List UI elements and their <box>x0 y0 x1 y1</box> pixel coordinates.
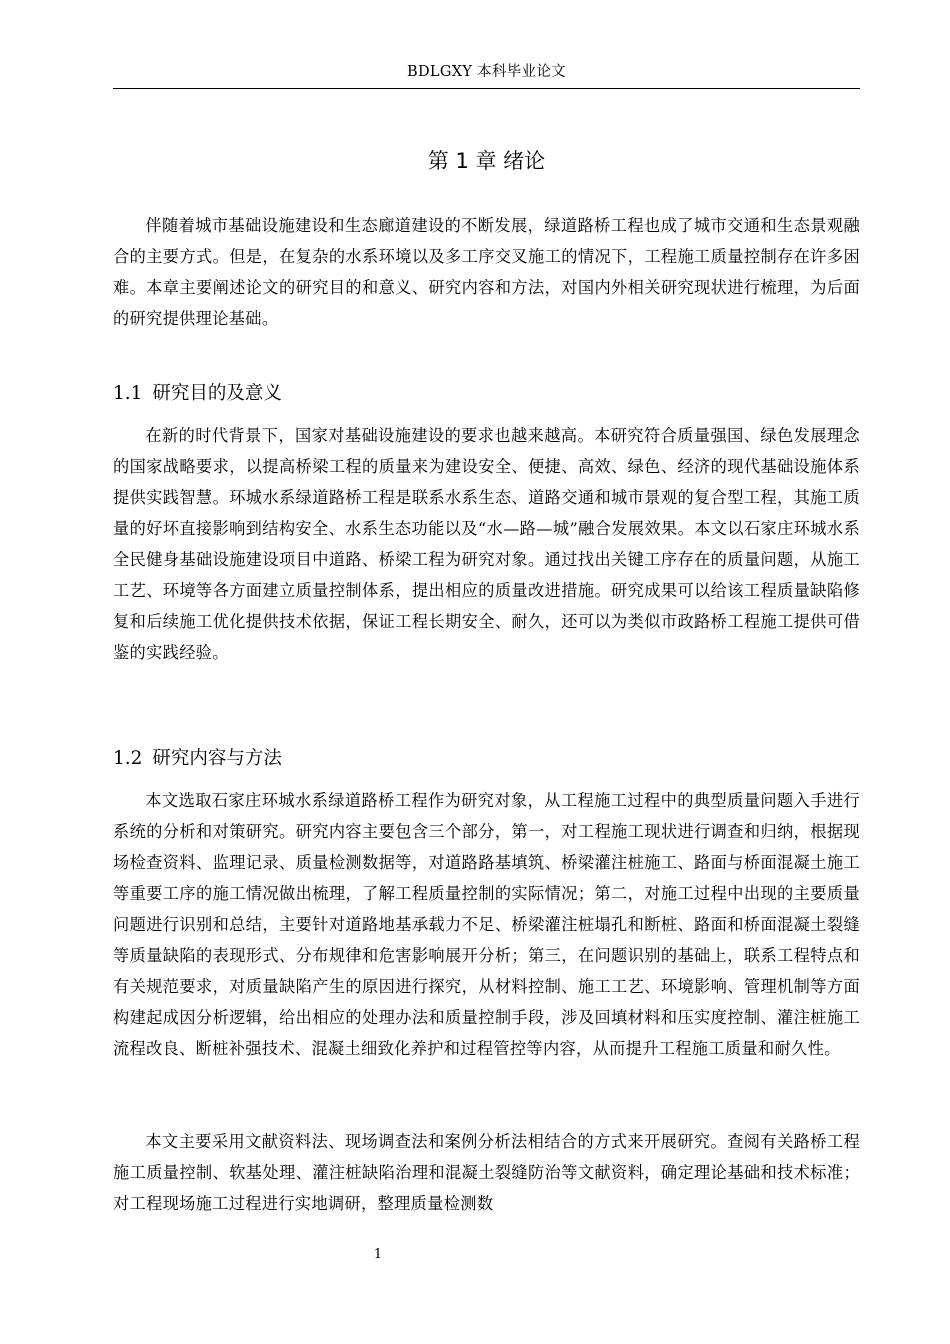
page-number: 1 <box>373 1247 383 1262</box>
section-heading-1-2 <box>113 745 860 773</box>
section-title: 研究目的及意义 <box>152 383 282 404</box>
section-number: 1.1 <box>113 383 143 404</box>
chapter-intro-paragraph: 伴随着城市基础设施建设和生态廊道建设的不断发展，绿道路桥工程也成了城市交通和生态景观融合的主要方式。但是，在复杂的水系环境以及多工序交叉施工的情况下，工程施工质量控制存在许多困难。本章主要阐述论文的研究目的和意义、研究内容和方法，对国内外相关研究现状进行梳理，为后面的研究提供理论基础。 <box>113 216 860 328</box>
header-rule <box>113 88 860 89</box>
section-title: 研究内容与方法 <box>152 748 282 769</box>
running-header: BDLGXY 本科毕业论文 <box>407 64 566 80</box>
section-heading-1-1 <box>113 380 860 408</box>
section-1-2-paragraph-2: 本文主要采用文献资料法、现场调查法和案例分析法相结合的方式来开展研究。查阅有关路桥工程施工质量控制、软基处理、灌注桩缺陷治理和混凝土裂缝防治等文献资料，确定理论基础和技术标准；对工程现场施工过程进行实地调研，整理质量检测数 <box>113 1132 860 1213</box>
section-1-2-paragraph-1: 本文选取石家庄环城水系绿道路桥工程作为研究对象，从工程施工过程中的典型质量问题入手进行系统的分析和对策研究。研究内容主要包含三个部分，第一，对工程施工现状进行调查和归纳，根据现场检查资料、监理记录、质量检测数据等，对道路路基填筑、桥梁灌注桩施工、路面与桥面混凝土施工等重要工序的施工情况做出梳理，了解工程质量控制的实际情况；第二，对施工过程中出现的主要质量问题进行识别和总结，主要针对道路地基承载力不足、桥梁灌注桩塌孔和断桩、路面和桥面混凝土裂缝等质量缺陷的表现形式、分布规律和危害影响展开分析；第三，在问题识别的基础上，联系工程特点和有关规范要求，对质量缺陷产生的原因进行探究，从材料控制、施工工艺、环境影响、管理机制等方面构建起成因分析逻辑，给出相应的处理办法和质量控制手段，涉及回填材料和压实度控制、灌注桩施工流程改良、断桩补强技术、混凝土细致化养护和过程管控等内容，从而提升工程施工质量和耐久性。 <box>113 791 860 1058</box>
section-number: 1.2 <box>113 748 143 769</box>
chapter-title: 第 1 章 绪论 <box>427 149 546 173</box>
section-1-1-paragraph: 在新的时代背景下，国家对基础设施建设的要求也越来越高。本研究符合质量强国、绿色发展理念的国家战略要求，以提高桥梁工程的质量来为建设安全、便捷、高效、绿色、经济的现代基础设施体系提供实践智慧。环城水系绿道路桥工程是联系水系生态、道路交通和城市景观的复合型工程，其施工质量的好坏直接影响到结构安全、水系生态功能以及“水—路—城”融合发展效果。本文以石家庄环城水系全民健身基础设施建设项目中道路、桥梁工程为研究对象。通过找出关键工序存在的质量问题，从施工工艺、环境等各方面建立质量控制体系，提出相应的质量改进措施。研究成果可以给该工程质量缺陷修复和后续施工优化提供技术依据，保证工程长期安全、耐久，还可以为类似市政路桥工程施工提供可借鉴的实践经验。 <box>113 426 860 662</box>
